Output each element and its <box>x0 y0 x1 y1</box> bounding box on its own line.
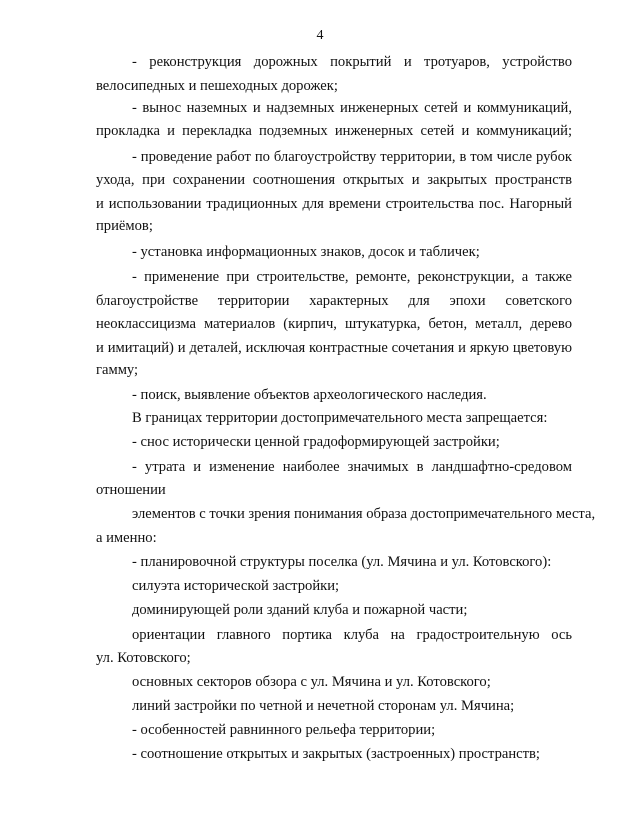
text-line: ул. Котовского; <box>96 650 191 666</box>
text-line: - вынос наземных и надземных инженерных сетей и коммуникаций, <box>132 100 572 116</box>
text-line: а именно: <box>96 530 157 546</box>
text-line: В границах территории достопримечательного места запрещается: <box>132 410 548 426</box>
text-line: - утрата и изменение наиболее значимых в ландшафтно-средовом <box>132 459 572 475</box>
page-number: 4 <box>316 28 324 43</box>
text-line: - реконструкция дорожных покрытий и тротуаров, устройство <box>132 54 572 70</box>
text-line: и использовании традиционных для времени строительства пос. Нагорный <box>96 196 572 212</box>
text-line: приёмов; <box>96 218 153 234</box>
text-line: - особенностей равнинного рельефа территории; <box>132 722 436 738</box>
text-line: неоклассицизма материалов (кирпич, штукатурка, бетон, металл, дерево <box>96 316 572 332</box>
text-line: основных секторов обзора с ул. Мячина и ул. Котовского; <box>132 674 491 690</box>
text-line: - установка информационных знаков, досок и табличек; <box>132 244 480 260</box>
text-line: - планировочной структуры поселка (ул. Мячина и ул. Котовского): <box>132 554 552 570</box>
text-line: ухода, при сохранении соотношения открытых и закрытых пространств <box>96 172 572 188</box>
text-line: велосипедных и пешеходных дорожек; <box>96 78 338 94</box>
text-line: и имитаций) и деталей, исключая контрастные сочетания и яркую цветовую <box>96 340 572 356</box>
text-line: ориентации главного портика клуба на градостроительную ось <box>132 627 572 643</box>
text-line: - проведение работ по благоустройству территории, в том числе рубок <box>132 149 572 165</box>
text-line: - снос исторически ценной градоформирующей застройки; <box>132 434 500 450</box>
text-line: прокладка и перекладка подземных инженерных сетей и коммуникаций; <box>96 123 572 139</box>
text-line: силуэта исторической застройки; <box>132 578 340 594</box>
text-line: отношении <box>96 482 166 498</box>
text-line: благоустройстве территории характерных для эпохи советского <box>96 293 572 309</box>
text-line: гамму; <box>96 362 139 378</box>
text-line: линий застройки по четной и нечетной сторонам ул. Мячина; <box>132 698 515 714</box>
text-line: - применение при строительстве, ремонте, реконструкции, а также <box>132 269 572 285</box>
text-line: - соотношение открытых и закрытых (застроенных) пространств; <box>132 746 540 762</box>
text-line: - поиск, выявление объектов археологического наследия. <box>132 387 487 403</box>
text-line: доминирующей роли зданий клуба и пожарной части; <box>132 602 468 618</box>
text-line: элементов с точки зрения понимания образа достопримечательного места, <box>132 506 596 522</box>
